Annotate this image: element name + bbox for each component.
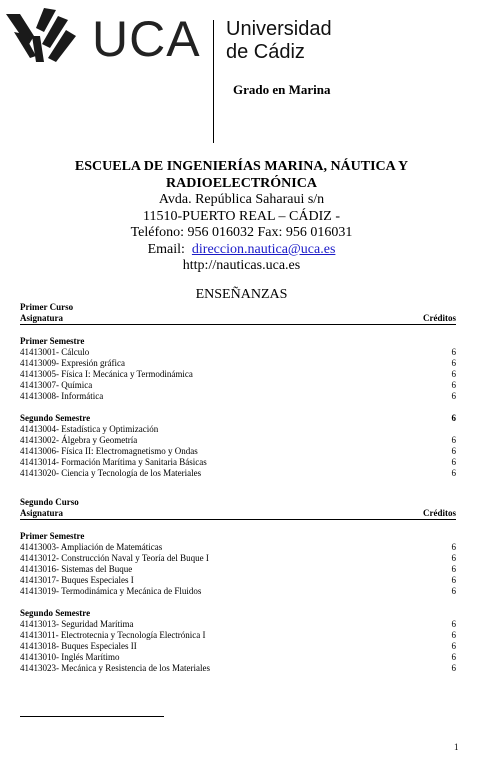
course-credits: 6 — [451, 468, 456, 478]
course-credits: 6 — [451, 435, 456, 445]
table-header — [20, 313, 456, 325]
course-row — [20, 369, 456, 380]
course-credits — [442, 424, 456, 435]
course-row — [20, 347, 456, 358]
semester-credits — [442, 608, 456, 619]
course-credits: 6 — [451, 391, 456, 401]
header-divider — [213, 20, 214, 143]
course-credits: 6 — [451, 652, 456, 662]
year-title: Segundo Curso — [20, 497, 79, 507]
course-credits: 6 — [451, 542, 456, 552]
section-title: ENSEÑANZAS — [195, 287, 288, 302]
course-name: 41413005- Física I: Mecánica y Termodinámica — [20, 369, 193, 379]
course-credits: 6 — [451, 553, 456, 563]
course-row — [20, 575, 456, 586]
course-credits: 6 — [451, 586, 456, 596]
school-name — [0, 158, 483, 192]
year-block — [20, 302, 456, 479]
course-row — [20, 630, 456, 641]
course-name: 41413008- Informática — [20, 391, 104, 401]
address-city: 11510-PUERTO REAL – CÁDIZ - — [143, 208, 340, 224]
course-credits: 6 — [451, 457, 456, 467]
course-credits: 6 — [451, 663, 456, 673]
semester-title-text: Primer Semestre — [20, 531, 85, 541]
course-name: 41413004- Estadística y Optimización — [20, 424, 159, 434]
semester-title-text: Primer Semestre — [20, 336, 85, 346]
col-credits: Créditos — [423, 313, 456, 323]
semester-credits — [442, 336, 456, 347]
course-row — [20, 586, 456, 597]
website-url[interactable]: http://nauticas.uca.es — [182, 258, 301, 273]
school-address — [0, 192, 483, 275]
course-name: 41413003- Ampliación de Matemáticas — [20, 542, 163, 552]
course-credits: 6 — [451, 446, 456, 456]
address-email-line — [0, 242, 483, 259]
course-credits: 6 — [451, 630, 456, 640]
course-name: 41413019- Termodinámica y Mecánica de Fluidos — [20, 586, 202, 596]
course-row — [20, 553, 456, 564]
course-name: 41413017- Buques Especiales I — [20, 575, 134, 585]
col-credits: Créditos — [423, 508, 456, 518]
course-name: 41413011- Electrotecnia y Tecnología Electrónica I — [20, 630, 206, 640]
course-name: 41413001- Cálculo — [20, 347, 90, 357]
course-row — [20, 446, 456, 457]
course-name: 41413006- Física II: Electromagnetismo y Ondas — [20, 446, 198, 456]
semester-credits: 6 — [451, 413, 456, 423]
course-row — [20, 663, 456, 674]
course-credits: 6 — [451, 641, 456, 651]
course-name: 41413020- Ciencia y Tecnología de los Materiales — [20, 468, 202, 478]
logo-letters: UCA — [92, 11, 201, 64]
email-label: Email: — [147, 241, 185, 257]
course-row — [20, 358, 456, 369]
course-name: 41413014- Formación Marítima y Sanitaria Básicas — [20, 457, 207, 467]
university-name-line2: de Cádiz — [226, 41, 305, 63]
degree-title: Grado en Marina — [233, 82, 331, 97]
col-subject: Asignatura — [20, 313, 64, 323]
course-name: 41413010- Inglés Marítimo — [20, 652, 120, 662]
address-phone: Teléfono: 956 016032 Fax: 956 016031 — [130, 225, 353, 240]
address-street: Avda. República Saharaui s/n — [158, 192, 325, 207]
course-row — [20, 564, 456, 575]
course-credits: 6 — [451, 575, 456, 585]
semester-title — [20, 413, 456, 424]
course-row — [20, 641, 456, 652]
year-title: Primer Curso — [20, 302, 74, 312]
course-name: 41413018- Buques Especiales II — [20, 641, 137, 651]
course-row — [20, 424, 456, 435]
school-name-line1: ESCUELA DE INGENIERÍAS MARINA, NÁUTICA Y — [74, 159, 409, 174]
semester-title — [20, 608, 456, 619]
course-credits: 6 — [451, 358, 456, 368]
school-name-line2: RADIOELECTRÓNICA — [166, 176, 317, 191]
course-row — [20, 457, 456, 468]
course-row — [20, 468, 456, 479]
uca-logo — [4, 6, 209, 64]
course-name: 41413002- Álgebra y Geometría — [20, 435, 138, 445]
semester-credits — [442, 531, 456, 542]
footnote-separator — [20, 716, 164, 717]
university-name — [226, 18, 332, 64]
course-name: 41413007- Química — [20, 380, 93, 390]
col-subject: Asignatura — [20, 508, 64, 518]
page-number: 1 — [454, 742, 459, 752]
course-name: 41413023- Mecánica y Resistencia de los Materiales — [20, 663, 210, 673]
course-credits: 6 — [451, 347, 456, 357]
semester-title-text: Segundo Semestre — [20, 413, 91, 423]
course-name: 41413009- Expresión gráfica — [20, 358, 125, 368]
course-row — [20, 542, 456, 553]
semester-title-text: Segundo Semestre — [20, 608, 91, 618]
course-row — [20, 652, 456, 663]
email-link[interactable]: direccion.nautica@uca.es — [191, 241, 336, 257]
course-row — [20, 380, 456, 391]
course-credits: 6 — [451, 369, 456, 379]
course-credits: 6 — [451, 380, 456, 390]
university-name-line1: Universidad — [226, 18, 332, 40]
course-row — [20, 619, 456, 630]
course-credits: 6 — [451, 564, 456, 574]
course-credits: 6 — [451, 619, 456, 629]
course-name: 41413012- Construcción Naval y Teoría del Buque I — [20, 553, 209, 563]
course-name: 41413013- Seguridad Marítima — [20, 619, 134, 629]
crest-icon — [6, 8, 76, 62]
table-header — [20, 508, 456, 520]
semester-title — [20, 531, 456, 542]
course-name: 41413016- Sistemas del Buque — [20, 564, 133, 574]
course-row — [20, 391, 456, 402]
semester-title — [20, 336, 456, 347]
course-row — [20, 435, 456, 446]
year-block — [20, 497, 456, 674]
